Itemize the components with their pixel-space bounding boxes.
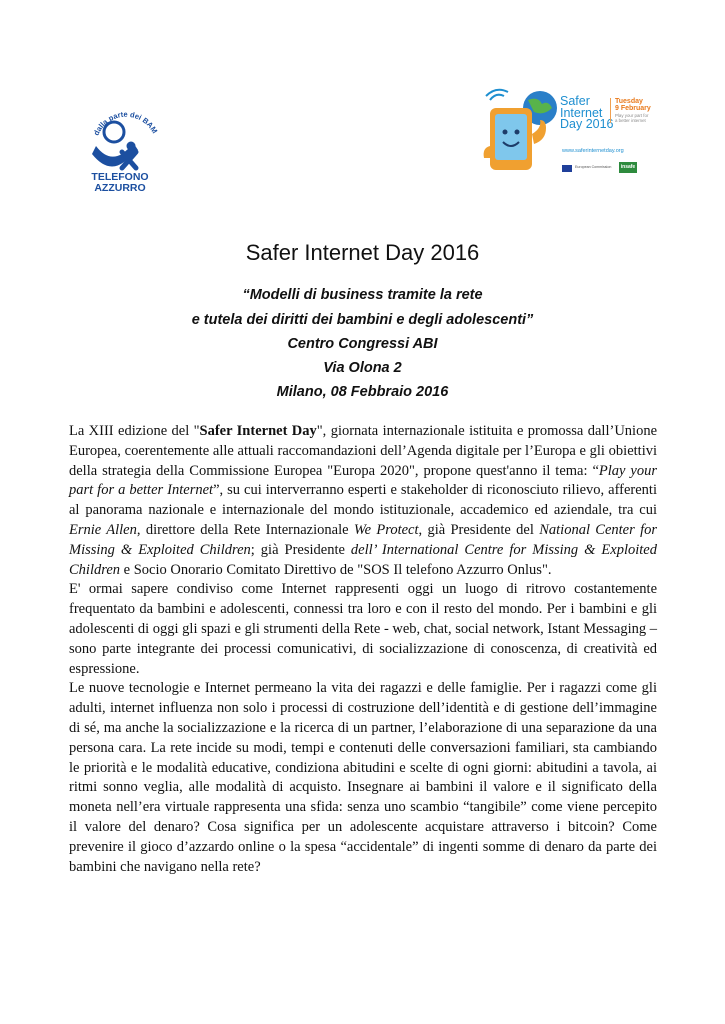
venue-line: Centro Congressi ABI (287, 336, 438, 352)
paragraph-3: Le nuove tecnologie e Internet permeano la vita dei ragazzi e delle famiglie. Per i ragazzi come gli adulti, internet influenza non solo i processi di costruzione dell’identità e di gestione dell’immagine di sé, ma anche la socializzazione e la ricerca di un partner, l’elaborazione di una separazione da una persona cara. La rete incide su modi, tempi e contenuti delle conversazioni familiari, sta cambiando le priorità e le modalità educative, condiziona abitudini e scelte di ogni giorni: abitudini a tavola, ai ritmi sonno veglia, alle modalità di acquisto. Insegnare ai bambini il valore e il significato della moneta nell’era virtuale rappresenta una sfida: senza uno scambio “tangibile” come viene percepito il valore del denaro? Cosa significa per un adolescente acquistare attraverso i bitcoin? Come prevenire il gioco d’azzardo online o la spesa “accidentale” di ingenti somme di denaro da parte dei bambini che navigano nella rete? (69, 680, 657, 875)
telefono-azzurro-logo (76, 96, 164, 192)
tablet-mascot-icon (482, 86, 560, 178)
paragraph-2: E' ormai sapere condiviso come Internet rappresenti oggi un luogo di ritrovo costantemente frequentato da bambini e adolescenti, connessi tra loro e con il resto del mondo. Per i bambini e gli adolescenti di oggi gli spazi e gli strumenti della Rete - web, chat, social network, Istant Messaging – sono parte integrante dei processi comunicativi, di socializzazione di conoscenza, di creatività ed espressione. (69, 581, 657, 677)
sid-title-line1: Safer (560, 94, 590, 108)
sid-url: www.saferinternetday.org (562, 148, 624, 154)
eu-flag-icon (562, 165, 572, 172)
logo-brand-line1: TELEFONO (91, 171, 149, 183)
sid-title (560, 96, 614, 131)
sid-date-date: 9 February (615, 105, 651, 112)
sid-title-line2: Internet (560, 105, 603, 120)
eu-text: European Commission (575, 165, 612, 169)
subtitle-line-2: e tutela dei diritti dei bambini e degli adolescenti” (191, 312, 534, 328)
page-title: Safer Internet Day 2016 (245, 240, 480, 265)
sid-tagline: Play your part for a better internet (615, 113, 649, 123)
sid-date-day: Tuesday (615, 98, 643, 105)
insafe-logo: insafe (619, 162, 637, 173)
paragraph-1 (69, 422, 657, 580)
p1-text-7: e Socio Onorario Comitato Direttivo de "SOS Il telefono Azzurro Onlus". (120, 561, 552, 578)
telefono-azzurro-emblem (76, 96, 164, 192)
p1-text-5: , già Presidente del (418, 521, 540, 538)
logo-brand-line2: AZZURRO (94, 182, 146, 192)
p1-italic-org3: dell’ International Centre for Missing & Exploited Children (69, 541, 657, 578)
safer-internet-day-logo (482, 86, 650, 178)
sid-date (610, 98, 651, 123)
svg-text:dalla parte dei BAMBINI (76, 96, 159, 137)
document-body (69, 422, 657, 877)
address-line: Via Olona 2 (323, 360, 402, 376)
date-line: Milano, 08 Febbraio 2016 (276, 384, 449, 400)
p1-text-1: La XIII edizione del " (69, 423, 200, 439)
p1-text-4: , direttore della Rete Internazionale (136, 521, 354, 538)
logo-arc-text: dalla parte dei BAM (91, 109, 160, 137)
p1-italic-name: Ernie Allen (69, 521, 137, 538)
p1-text-2: ", giornata internazionale istituita e promossa dall’Unione Europea, coerentemente alle attuali raccomandazioni dell’Agenda digitale per l’Europa e gli obiettivi della strategia della Commissione Europea "Europa 2020", propone quest'anno il tema: “ (69, 423, 657, 479)
sid-title-line3: Day 2016 (560, 117, 614, 131)
subtitle-line-1: “Modelli di business tramite la rete (242, 287, 483, 303)
p1-text-6: ; già Presidente (250, 541, 351, 558)
p1-italic-org2: National Center for Missing & Exploited Children (69, 521, 657, 558)
p1-italic-theme: Play your part for a better Internet (69, 462, 657, 499)
p1-text-3: ”, su cui interverranno esperti e stakeholder di riconosciuto rilievo, afferenti al panorama nazionale e internazionale del mondo istituzionale, accademico ed aziendale, tra cui (69, 482, 657, 519)
p1-italic-org1: We Protect (353, 521, 419, 538)
p1-bold-event: Safer Internet Day (199, 423, 317, 439)
